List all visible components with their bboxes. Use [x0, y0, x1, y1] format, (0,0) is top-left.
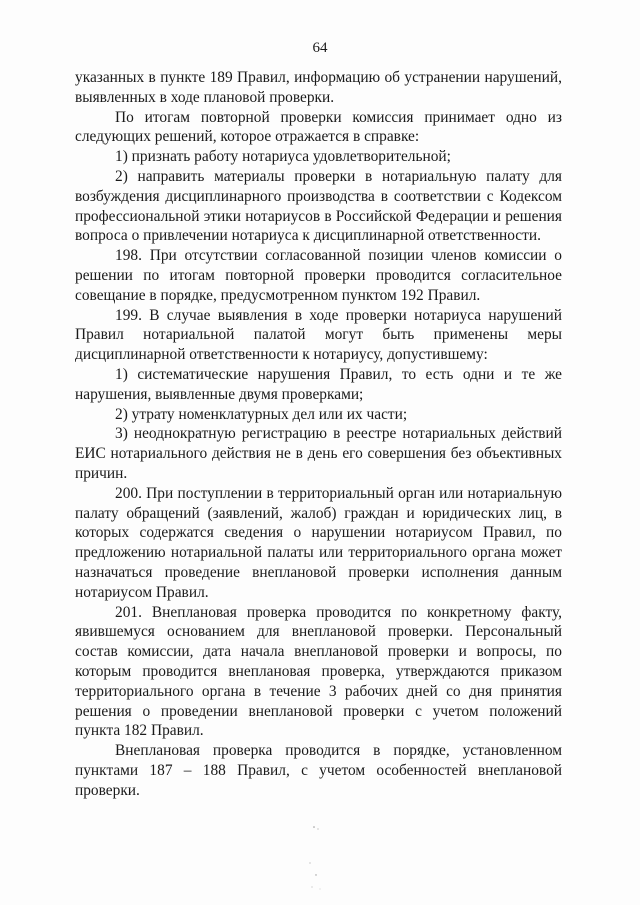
paragraph-decision-2: 2) направить материалы проверки в нотариальную палату для возбуждения дисциплинарного производства в соответствии с Кодексом профессиональной этики нотариусов в Российской Федерации и решения вопроса о привлечении нотариуса к дисциплинарной ответственности. — [75, 167, 562, 245]
paragraph-199: 199. В случае выявления в ходе проверки нотариуса нарушений Правил нотариальной палатой могут быть применены меры дисциплинарной ответственности к нотариусу, допустившему: — [75, 306, 562, 364]
paragraph-201-order: Внеплановая проверка проводится в порядке, установленном пунктами 187 – 188 Правил, с учетом особенностей внеплановой проверки. — [75, 742, 562, 799]
paragraph-199-item-3: 3) неоднократную регистрацию в реестре нотариальных действий ЕИС нотариального действия не в день его совершения без объективных причин. — [75, 425, 562, 482]
paragraph-201: 201. Внеплановая проверка проводится по конкретному факту, явившемуся основанием для внеплановой проверки. Персональный состав комиссии, дата начала внеплановой проверки и вопросы, по которым проводится внеплановая проверка, утверждаются приказом территориального органа в течение 3 рабочих дней со дня принятия решения о проведении внеплановой проверки с учетом положений пункта 182 Правил. — [75, 603, 562, 740]
scan-specks — [300, 815, 340, 895]
paragraph-199-item-1: 1) систематические нарушения Правил, то есть одни и те же нарушения, выявленные двумя проверками; — [75, 365, 562, 403]
page-body — [75, 68, 562, 800]
paragraph-continuation: указанных в пункте 189 Правил, информацию об устранении нарушений, выявленных в ходе плановой проверки. — [75, 69, 562, 106]
paragraph-200: 200. При поступлении в территориальный орган или нотариальную палату обращений (заявлений, жалоб) граждан и юридических лиц, в которых содержатся сведения о нарушении нотариусом Правил, по предложению нотариальной палаты или территориального органа может назначаться проведение внеплановой проверки исполнения данным нотариусом Правил. — [75, 484, 562, 601]
page-number: 64 — [312, 40, 328, 56]
paragraph-198: 198. При отсутствии согласованной позиции членов комиссии о решении по итогам повторной проверки проводится согласительное совещание в порядке, предусмотренном пунктом 192 Правил. — [75, 247, 562, 304]
paragraph-199-item-2: 2) утрату номенклатурных дел или их части; — [115, 405, 408, 423]
paragraph-decisions-intro: По итогам повторной проверки комиссия принимает одно из следующих решений, которое отражается в справке: — [75, 108, 562, 146]
paragraph-decision-1: 1) признать работу нотариуса удовлетворительной; — [115, 148, 451, 166]
